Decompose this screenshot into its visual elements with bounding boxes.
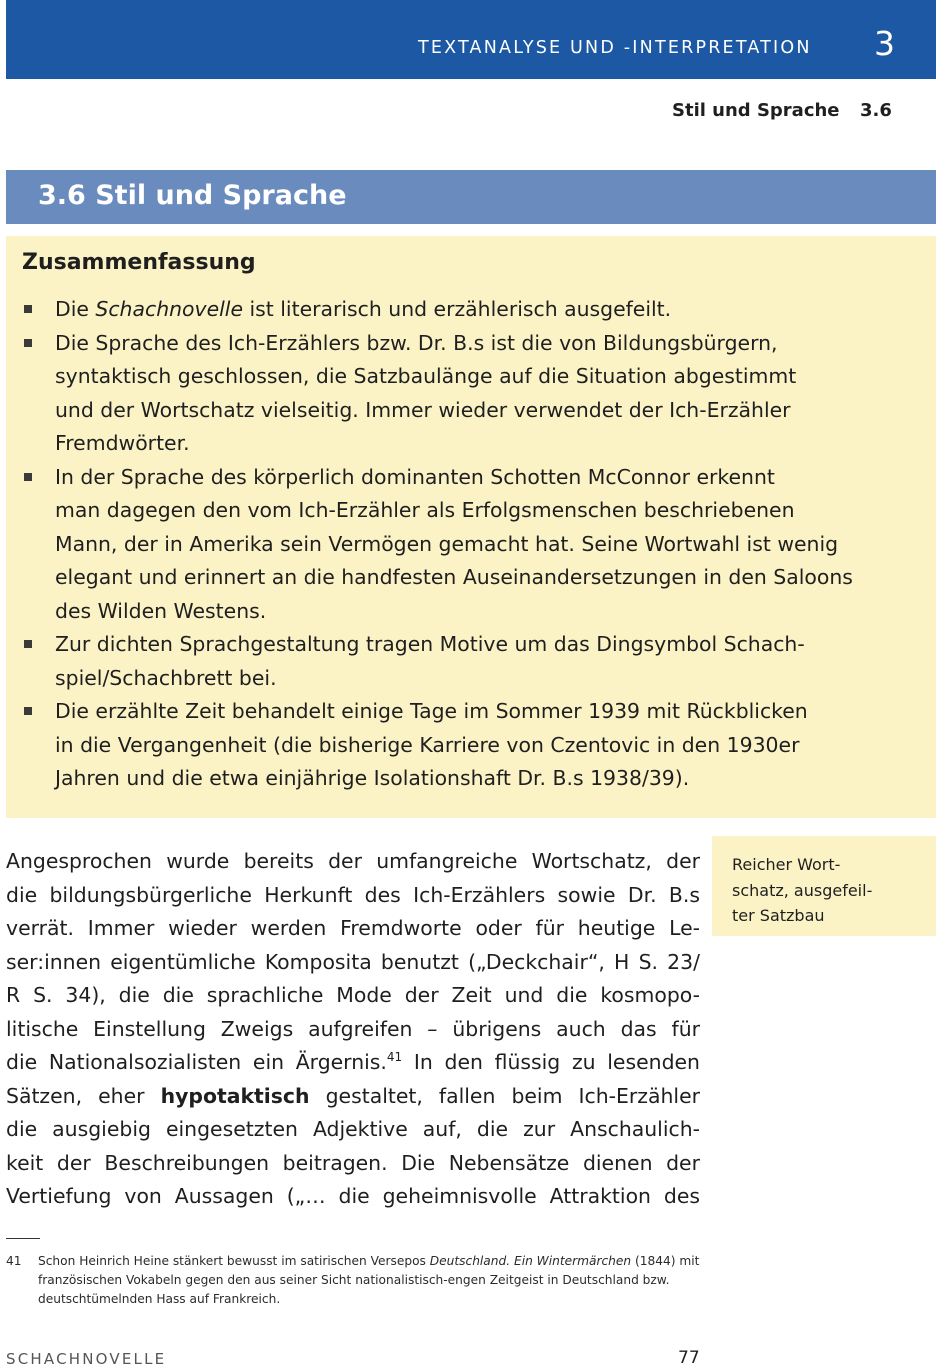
running-number: 3.6 <box>860 100 892 121</box>
section-title: 3.6 Stil und Sprache <box>38 180 347 211</box>
body-line: R S. 34), die die sprachliche Mode der Zeit und die kosmopo- <box>6 983 700 1007</box>
chapter-number: 3 <box>874 24 895 63</box>
running-title: Stil und Sprache <box>672 100 840 121</box>
margin-note <box>712 836 936 936</box>
summary-line: Jahren und die etwa einjährige Isolationshaft Dr. B.s 1938/39). <box>55 766 690 790</box>
margin-note-line: ter Satzbau <box>732 906 825 925</box>
summary-item <box>6 327 906 461</box>
summary-line: Die Schachnovelle ist literarisch und erzählerisch ausgefeilt. <box>55 297 672 321</box>
summary-line: syntaktisch geschlossen, die Satzbaulänge auf die Situation abgestimmt <box>55 364 797 388</box>
body-line: verrät. Immer wieder werden Fremdworte oder für heutige Le- <box>6 916 700 940</box>
running-head <box>672 100 892 121</box>
section-heading-bar <box>6 170 936 224</box>
margin-note-text <box>732 852 932 929</box>
footer-book-title: SCHACHNOVELLE <box>6 1350 167 1368</box>
body-line: keit der Beschreibungen beitragen. Die Nebensätze dienen der <box>6 1150 700 1175</box>
bold-keyword: hypotaktisch <box>160 1083 310 1108</box>
body-line: Angesprochen wurde bereits der umfangreiche Wortschatz, der <box>6 849 700 873</box>
footnote-divider <box>6 1238 40 1239</box>
summary-item <box>6 628 906 695</box>
body-line: ser:innen eigentümliche Komposita benutzt („Deckchair“, H S. 23/ <box>6 949 700 974</box>
body-line: die Nationalsozialisten ein Ärgernis.$^{41}$ In den flüssig zu lesenden <box>6 1050 700 1074</box>
summary-line: Mann, der in Amerika sein Vermögen gemacht hat. Seine Wortwahl ist wenig <box>55 531 839 556</box>
summary-item <box>6 695 906 796</box>
square-bullet-icon <box>24 305 32 313</box>
chapter-header-bar <box>6 0 936 79</box>
body-paragraph <box>6 845 700 1214</box>
square-bullet-icon <box>24 707 32 715</box>
summary-line: und der Wortschatz vielseitig. Immer wieder verwendet der Ich-Erzähler <box>55 397 791 422</box>
margin-note-line: schatz, ausgefeil- <box>732 880 873 900</box>
chapter-title: TEXTANALYSE UND -INTERPRETATION <box>418 38 812 58</box>
footnote-reference[interactable]: 41 <box>386 1050 403 1065</box>
summary-line: In der Sprache des körperlich dominanten Schotten McConnor erkennt <box>55 464 775 489</box>
summary-box <box>6 236 936 818</box>
square-bullet-icon <box>24 339 32 347</box>
summary-line: Zur dichten Sprachgestaltung tragen Motive um das Dingsymbol Schach- <box>55 632 805 656</box>
body-line: Sätzen, eher hypotaktisch gestaltet, fallen beim Ich-Erzähler <box>6 1083 700 1108</box>
margin-note-line: Reicher Wort- <box>732 855 841 874</box>
summary-line: spiel/Schachbrett bei. <box>55 665 277 690</box>
square-bullet-icon <box>24 473 32 481</box>
footnote-number: 41 <box>6 1254 22 1268</box>
summary-line: in die Vergangenheit (die bisherige Karriere von Czentovic in den 1930er <box>55 732 800 757</box>
summary-heading: Zusammenfassung <box>22 250 256 275</box>
body-line: die ausgiebig eingesetzten Adjektive auf, die zur Anschaulich- <box>6 1117 700 1141</box>
summary-item <box>6 293 906 327</box>
square-bullet-icon <box>24 640 32 648</box>
summary-line: Die Sprache des Ich-Erzählers bzw. Dr. B.s ist die von Bildungsbürgern, <box>55 330 778 355</box>
summary-line: des Wilden Westens. <box>55 598 267 623</box>
body-line: Vertiefung von Aussagen („… die geheimnisvolle Attraktion des <box>6 1184 700 1208</box>
footnote-text: Schon Heinrich Heine stänkert bewusst im satirischen Versepos Deutschland. Ein Wintermärchen (1844) mit französischen Vokabeln gegen den aus seiner Sicht nationalistisch-engen Zeitgeist in Deutschland bzw. deutschtümelnden Hass auf Frankreich. <box>38 1254 700 1306</box>
summary-line: Fremdwörter. <box>55 431 190 455</box>
summary-item <box>6 461 906 629</box>
summary-line: elegant und erinnert an die handfesten Auseinandersetzungen in den Saloons <box>55 565 853 589</box>
summary-list <box>6 293 906 796</box>
page-number: 77 <box>678 1348 700 1368</box>
body-line: litische Einstellung Zweigs aufgreifen – übrigens auch das für <box>6 1016 700 1041</box>
body-line: die bildungsbürgerliche Herkunft des Ich-Erzählers sowie Dr. B.s <box>6 882 700 907</box>
summary-line: man dagegen den vom Ich-Erzähler als Erfolgsmenschen beschriebenen <box>55 498 795 522</box>
summary-line: Die erzählte Zeit behandelt einige Tage im Sommer 1939 mit Rückblicken <box>55 699 808 723</box>
